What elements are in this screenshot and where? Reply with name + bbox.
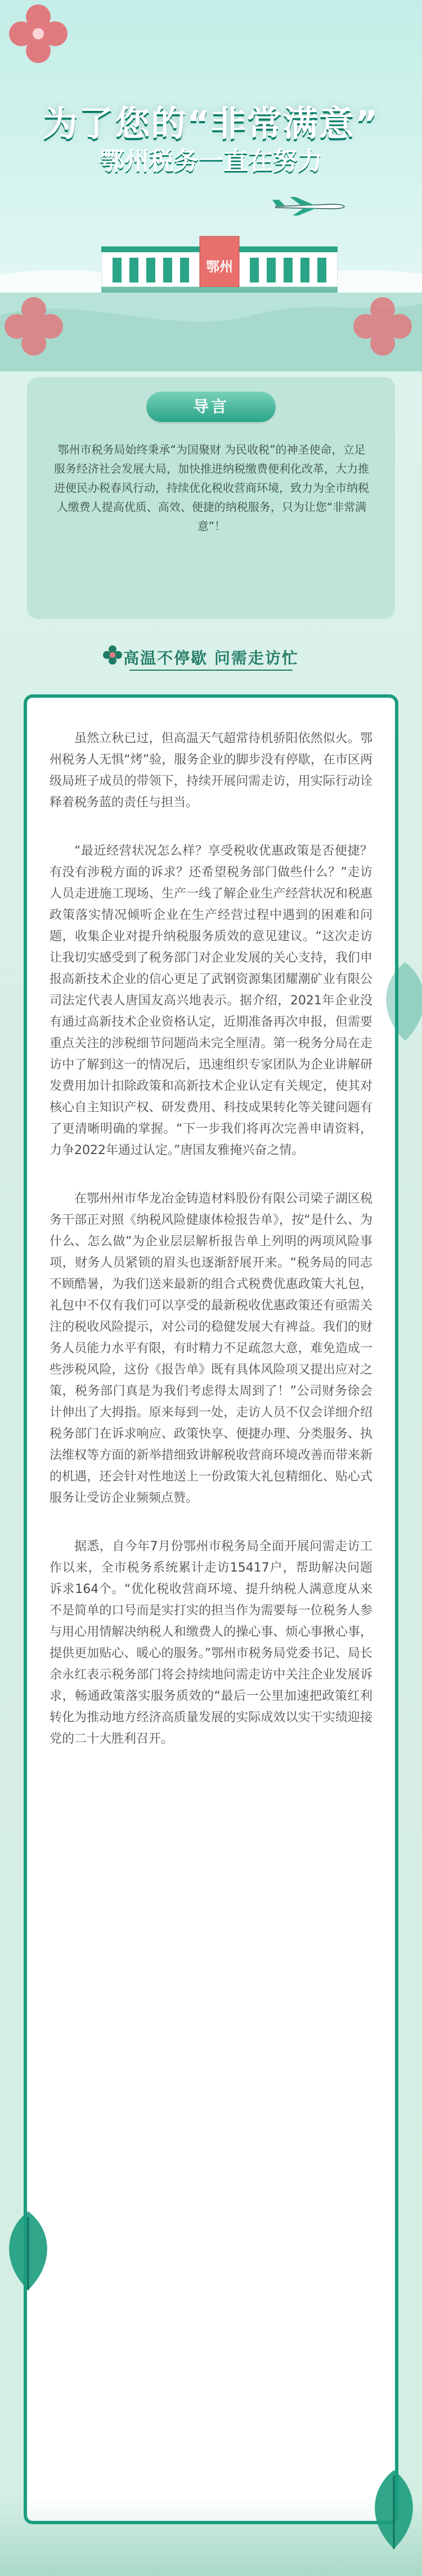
leaf-icon (371, 957, 422, 1047)
building-sign: 鄂州 (206, 259, 233, 275)
hero-title-line2: 鄂州税务一直在努力 (100, 147, 322, 176)
article-card (27, 698, 395, 2521)
article-paragraph: 在鄂州州市华龙冶金铸造材料股份有限公司梁子湖区税务干部正对照《纳税风险健康体检报告单》，按“是什么、为什么、怎么做”为企业层层解析报告单上列明的两项风险事项，财务人员紧锁的眉头也逐渐舒展开来。“税务局的同志不顾酷暑，为我们送来最新的组合式税费优惠政策大礼包，礼包中不仅有我们可以享受的最新税收优惠政策还有亟需关注的税收风险提示，对公司的稳健发展大有裨益。我们的财务人员能力水平有限，有时精力不足疏忽大意，难免造成一些涉税风险，这份《报告单》既有具体风险项又提出应对之策，税务部门真是为我们考虑得太周到了！”公司财务徐会计伸出了大拇指。原来每到一处，走访人员不仅会详细介绍税务部门在诉求响应、政策快享、便捷办理、分类服务、执法维权等方面的新举措细致讲解税收营商环境改善而带来新的机遇，还会针对性地送上一份政策大礼包精细化、贴心式服务让受访企业频频点赞。 (50, 1192, 372, 1505)
article-paragraph: 虽然立秋已过，但高温天气超常待机骄阳依然似火。鄂州税务人无惧“烤”验，服务企业的脚步没有停歇，在市区两级局班子成员的带领下，持续开展问需走访，用实际行动诠释着税务蓝的责任与担当。 (50, 731, 372, 810)
intro-text: 鄂州市税务局始终秉承“为国聚财 为民收税”的神圣使命，立足服务经济社会发展大局，加快推进纳税缴费便利化改革，大力推进便民办税春风行动，持续优化税收营商环境，致力为全市纳税人缴费人提高优质、高效、便捷的纳税服务，只为让您“非常满意”！ (54, 443, 369, 533)
article-body (50, 728, 372, 1777)
article-paragraph: “最近经营状况怎么样？享受税收优惠政策是否便捷？有没有涉税方面的诉求？还希望税务部门做些什么？”走访人员走进施工现场、生产一线了解企业生产经营状况和税惠政策落实情况倾听企业在生产经营过程中遇到的困难和问题，收集企业对提升纳税服务质效的意见建议。“这次走访让我切实感受到了税务部门对企业发展的关心支持，我们申报高新技术企业的信心更足了武钢资源集团耀潮矿业有限公司法定代表人唐国友高兴地表示。据介绍，2021年企业没有通过高新技术企业资格认定，近期准备再次申报，但需要重点关注的涉税细节问题尚未完全厘清。第一税务分局在走访中了解到这一的情况后，迅速组织专家团队为企业讲解研发费用加计扣除政策和高新技术企业认定有关规定，使其对核心自主知识产权、研发费用、科技成果转化等关键问题有了更清晰明确的掌握。“下一步我们将再次完善申请资料，力争2022年通过认定。”唐国友雅掩兴奋之情。 (50, 844, 372, 1157)
section-header (0, 646, 422, 677)
section-title: 高温不停歇 问需走访忙 (123, 649, 299, 667)
intro-card (27, 377, 395, 619)
footer-decoration (0, 2497, 422, 2576)
intro-badge: 导言 (146, 392, 276, 422)
hero-banner (0, 0, 422, 371)
hero-title-line1: 为了您的“非常满意” (43, 103, 379, 144)
section-underline (129, 670, 293, 671)
building-illustration (101, 231, 338, 293)
airplane-icon (270, 194, 349, 217)
article-paragraph: 据悉，自今年7月份鄂州市税务局全面开展问需走访工作以来，全市税务系统累计走访15417户，帮助解决问题诉求164个。“优化税收营商环境、提升纳税人满意度从来不是简单的口号而是实打实的担当作为需要每一位税务人参与用心用情解决纳税人和缴费人的操心事、烦心事揪心事，提供更加贴心、暖心的服务。”鄂州市税务局党委书记、局长余永红表示税务部门将会持续地问需走访中关注企业发展诉求，畅通政策落实服务质效的“最后一公里加速把政策红利转化为推动地方经济高质量发展的实际成效以实干实绩迎接党的二十大胜利召开。 (50, 1540, 372, 1746)
flower-icon (349, 293, 416, 360)
leaf-icon (0, 2206, 62, 2296)
flower-icon (5, 0, 72, 68)
flower-icon (0, 293, 68, 360)
